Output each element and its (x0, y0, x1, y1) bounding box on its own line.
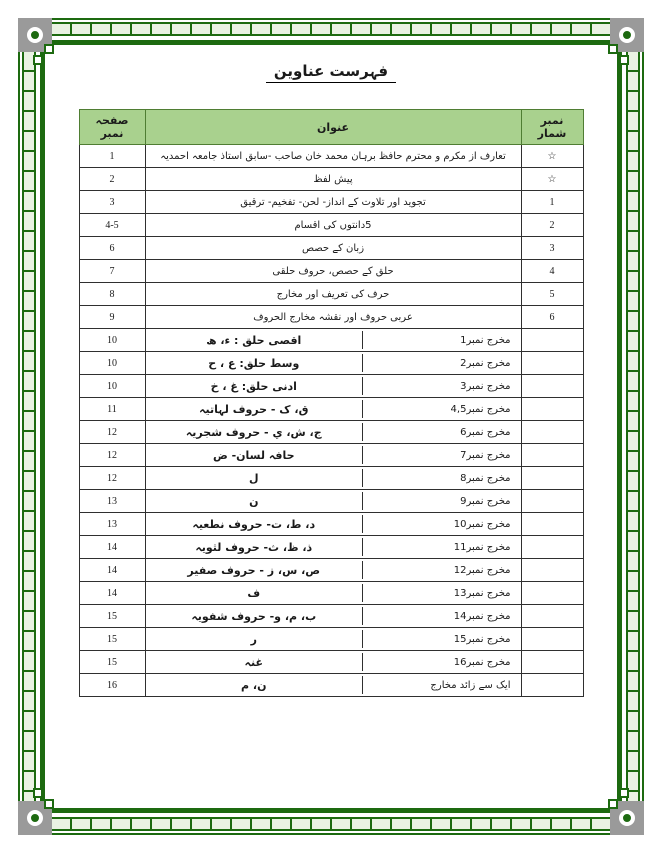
makhraj-label: مخرج نمبر12 (453, 564, 511, 576)
cell-page-number: 6 (79, 237, 145, 260)
cell-title: حرف کی تعریف اور مخارج (145, 283, 521, 306)
table-row (79, 191, 583, 214)
makhraj-letters: ج، ش، ي - حروف شجریہ (146, 423, 364, 441)
cell-serial: 5 (521, 283, 583, 306)
table-row (79, 605, 583, 628)
makhraj-label: مخرج نمبر16 (453, 656, 511, 668)
makhraj-letters: ادنی حلق: غ ، خ (146, 377, 364, 395)
table-row (79, 237, 583, 260)
cell-page-number: 13 (79, 490, 145, 513)
makhraj-label: مخرج نمبر15 (453, 633, 511, 645)
frame-band-bottom (48, 817, 614, 831)
cell-page-number: 12 (79, 421, 145, 444)
cell-serial (521, 375, 583, 398)
table-row (79, 559, 583, 582)
cell-serial (521, 398, 583, 421)
cell-serial (521, 513, 583, 536)
cell-title: تجوید اور تلاوت کے انداز- لحن- تفخیم- ترقیق (145, 191, 521, 214)
cell-page-number: 15 (79, 605, 145, 628)
table-row (79, 513, 583, 536)
cell-serial (521, 490, 583, 513)
cell-serial (521, 421, 583, 444)
makhraj-label: مخرج نمبر6 (460, 426, 511, 438)
split-title-cell (146, 331, 521, 349)
cell-page-number: 15 (79, 628, 145, 651)
table-row (79, 329, 583, 352)
cell-title (145, 651, 521, 674)
makhraj-letters: ق، ک - حروف لہاتیہ (146, 400, 364, 418)
table-row (79, 214, 583, 237)
cell-page-number: 11 (79, 398, 145, 421)
cell-title (145, 536, 521, 559)
cell-serial (521, 628, 583, 651)
table-header (79, 110, 583, 145)
ring-icon (27, 27, 43, 43)
split-title-cell (146, 676, 521, 694)
ring-icon (619, 27, 635, 43)
makhraj-label: مخرج نمبر8 (460, 472, 511, 484)
table-row (79, 490, 583, 513)
cell-page-number: 10 (79, 352, 145, 375)
table-row (79, 375, 583, 398)
cell-serial: 3 (521, 237, 583, 260)
table-row (79, 444, 583, 467)
cell-serial (521, 674, 583, 697)
makhraj-label: مخرج نمبر2 (460, 357, 511, 369)
cell-page-number: 15 (79, 651, 145, 674)
cell-title (145, 329, 521, 352)
cell-serial (521, 582, 583, 605)
split-title-cell (146, 400, 521, 418)
cell-page-number: 3 (79, 191, 145, 214)
cell-title (145, 444, 521, 467)
cell-page-number: 10 (79, 375, 145, 398)
split-title-cell (146, 607, 521, 625)
corner-step-block (44, 799, 54, 809)
cell-title (145, 674, 521, 697)
cell-title: عربی حروف اور نقشہ مخارج الحروف (145, 306, 521, 329)
corner-step-block (44, 44, 54, 54)
makhraj-letters: ن، م (146, 676, 364, 694)
corner-step-block (608, 44, 618, 54)
cell-title: 5دانتوں کی اقسام (145, 214, 521, 237)
corner-step-block (608, 799, 618, 809)
corner-step-block (33, 55, 43, 65)
frame-band-left (22, 48, 36, 805)
cell-serial: 6 (521, 306, 583, 329)
column-header-serial: نمبر شمار (521, 110, 583, 145)
split-title-cell (146, 515, 521, 533)
makhraj-label: مخرج نمبر1 (460, 334, 511, 346)
frame-band-top (48, 22, 614, 36)
makhraj-label: مخرج نمبر10 (453, 518, 511, 530)
makhraj-letters: غنہ (146, 653, 364, 671)
cell-page-number: 10 (79, 329, 145, 352)
corner-step-block (619, 788, 629, 798)
makhraj-label: مخرج نمبر13 (453, 587, 511, 599)
cell-page-number: 12 (79, 467, 145, 490)
column-header-title: عنوان (145, 110, 521, 145)
cell-title (145, 421, 521, 444)
cell-serial (521, 444, 583, 467)
cell-serial: ☆ (521, 168, 583, 191)
split-title-cell (146, 492, 521, 510)
table-row (79, 260, 583, 283)
split-title-cell (146, 423, 521, 441)
cell-title (145, 398, 521, 421)
split-title-cell (146, 377, 521, 395)
cell-title (145, 490, 521, 513)
cell-serial (521, 559, 583, 582)
makhraj-letters: ص، س، ز - حروف صفیر (146, 561, 364, 579)
cell-serial (521, 352, 583, 375)
cell-title (145, 513, 521, 536)
cell-serial: 2 (521, 214, 583, 237)
cell-serial: 1 (521, 191, 583, 214)
table-row (79, 651, 583, 674)
cell-title: زبان کے حصص (145, 237, 521, 260)
cell-page-number: 1 (79, 145, 145, 168)
table-row (79, 168, 583, 191)
cell-page-number: 16 (79, 674, 145, 697)
cell-page-number: 9 (79, 306, 145, 329)
table-row (79, 582, 583, 605)
cell-serial (521, 467, 583, 490)
cell-page-number: 14 (79, 582, 145, 605)
cell-page-number: 8 (79, 283, 145, 306)
cell-title (145, 375, 521, 398)
table-row (79, 628, 583, 651)
split-title-cell (146, 469, 521, 487)
cell-title: حلق کے حصص، حروف حلقی (145, 260, 521, 283)
split-title-cell (146, 653, 521, 671)
makhraj-label: مخرج نمبر9 (460, 495, 511, 507)
cell-serial (521, 651, 583, 674)
table-row (79, 283, 583, 306)
makhraj-label: ایک سے زائد مخارج (430, 679, 511, 691)
makhraj-label: مخرج نمبر3 (460, 380, 511, 392)
cell-page-number: 14 (79, 559, 145, 582)
makhraj-letters: ف (146, 584, 364, 602)
makhraj-label: مخرج نمبر4,5 (450, 403, 511, 415)
makhraj-letters: ب، م، و- حروف شفویہ (146, 607, 364, 625)
cell-page-number: 2 (79, 168, 145, 191)
split-title-cell (146, 446, 521, 464)
table-header-row (79, 110, 583, 145)
makhraj-letters: ذ، ظ، ث- حروف لثویہ (146, 538, 364, 556)
makhraj-label: مخرج نمبر14 (453, 610, 511, 622)
split-title-cell (146, 354, 521, 372)
makhraj-letters: ن (146, 492, 364, 510)
table-row (79, 306, 583, 329)
cell-page-number: 7 (79, 260, 145, 283)
cell-title: پیش لفظ (145, 168, 521, 191)
cell-serial (521, 536, 583, 559)
makhraj-letters: ر (146, 630, 364, 648)
table-body (79, 145, 583, 697)
table-row (79, 421, 583, 444)
table-row (79, 536, 583, 559)
corner-step-block (33, 788, 43, 798)
table-row (79, 674, 583, 697)
makhraj-label: مخرج نمبر11 (453, 541, 511, 553)
makhraj-letters: اقصی حلق : ء، ھ (146, 331, 364, 349)
cell-page-number: 14 (79, 536, 145, 559)
cell-title (145, 628, 521, 651)
makhraj-label: مخرج نمبر7 (460, 449, 511, 461)
cell-title (145, 467, 521, 490)
table-row (79, 467, 583, 490)
ring-icon (27, 810, 43, 826)
table-row (79, 398, 583, 421)
frame-band-right (626, 48, 640, 805)
column-header-page: صفحہ نمبر (79, 110, 145, 145)
cell-serial (521, 329, 583, 352)
corner-step-block (619, 55, 629, 65)
cell-title: تعارف از مکرم و محترم حافظ برہان محمد خان صاحب -سابق استاذ جامعہ احمدیہ (145, 145, 521, 168)
table-of-contents (79, 109, 584, 697)
split-title-cell (146, 561, 521, 579)
split-title-cell (146, 630, 521, 648)
cell-title (145, 352, 521, 375)
split-title-cell (146, 584, 521, 602)
document-content (58, 62, 604, 697)
cell-page-number: 4-5 (79, 214, 145, 237)
makhraj-letters: د، ط، ت- حروف نطعیہ (146, 515, 364, 533)
cell-serial: ☆ (521, 145, 583, 168)
cell-title (145, 582, 521, 605)
makhraj-letters: حافہ لسان- ض (146, 446, 364, 464)
page-title: فہرست عناوین (266, 62, 396, 83)
split-title-cell (146, 538, 521, 556)
makhraj-letters: وسط حلق: ع ، ح (146, 354, 364, 372)
makhraj-letters: ل (146, 469, 364, 487)
cell-serial: 4 (521, 260, 583, 283)
table-row (79, 145, 583, 168)
cell-serial (521, 605, 583, 628)
cell-page-number: 13 (79, 513, 145, 536)
cell-title (145, 605, 521, 628)
ring-icon (619, 810, 635, 826)
cell-page-number: 12 (79, 444, 145, 467)
cell-title (145, 559, 521, 582)
table-row (79, 352, 583, 375)
